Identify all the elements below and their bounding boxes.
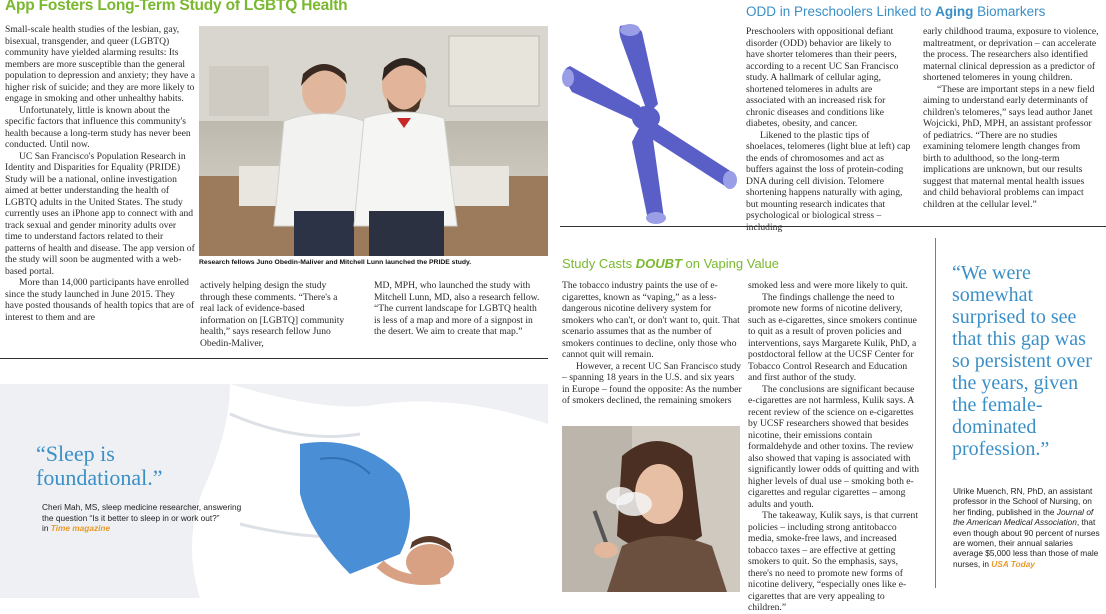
vaping-paragraph: The conclusions are significant because e-cigarettes are not harmless, Kulik says. A recent review of the science on e-cigarettes by UCSF researchers showed that besides nicotine, their emissions contain formaldehyde and other toxins. The review also showed that vaping is associated with significantly lower odds of quitting and with higher levels of dual use – smoking both e-cigarettes and regular cigarettes – among adults and youth. <box>748 383 920 510</box>
odd-paragraph: early childhood trauma, exposure to violence, maltreatment, or deprivation – can accelerate the process. The researchers also identified maternal clinical depression as a predictor of shortened telomeres in young children. <box>923 26 1099 83</box>
odd-paragraph: Preschoolers with oppositional defiant disorder (ODD) behavior are likely to have shorter telomeres than their peers, according to a recent UC San Francisco study. A hallmark of cellular aging, shortened telomeres in adults are associated with an increased risk for chronic diseases and conditions like diabetes, obesity, and cancer. <box>746 26 899 129</box>
nursing-quote-rule <box>935 238 936 588</box>
chromosome-illustration <box>560 22 740 222</box>
sleep-photo <box>0 384 548 598</box>
nursing-attribution <box>953 486 1103 569</box>
lgbtq-photo-caption: Research fellows Juno Obedin-Maliver and Mitchell Lunn launched the PRIDE study. <box>199 259 472 266</box>
vaping-paragraph: smoked less and were more likely to quit. <box>748 280 908 291</box>
sleep-attribution-text: Cheri Mah, MS, sleep medicine researcher, answering the question “Is it better to sleep in or work out?” <box>42 502 242 523</box>
sleep-source-prefix: in <box>42 523 51 533</box>
lgbtq-headline: App Fosters Long-Term Study of LGBTQ Health <box>5 0 348 14</box>
divider-right <box>560 226 1106 227</box>
nursing-quote: “We were somewhat surprised to see that this gap was so persistent over the years, given the female-dominated profession.” <box>952 262 1092 460</box>
lgbtq-column-2: actively helping design the study through these comments. “There's a real lack of evidence-based information on [LGBTQ] community health,” says research fellow Juno Obedin-Maliver, <box>200 280 345 349</box>
sleep-source: Time magazine <box>50 523 111 533</box>
vaping-headline-pre: Study Casts <box>562 256 636 271</box>
vaping-paragraph: The takeaway, Kulik says, is that current policies – including strong antitobacco media, smoke-free laws, and increased tobacco taxes – are effective at getting smokers to quit. So the emphasis, says, there's no need to promote new forms of nicotine delivery, “especially ones like e-cigarettes that are very appealing to children.” <box>748 510 919 613</box>
odd-headline <box>746 4 1045 19</box>
vaping-headline <box>562 256 779 271</box>
nursing-journal: Journal of the American Medical Association <box>953 506 1094 528</box>
vaping-column-2 <box>748 280 922 613</box>
lgbtq-paragraph: Unfortunately, little is known about the specific factors that influence this community's health because a long-term study has never been conducted. Until now. <box>5 104 191 150</box>
odd-headline-post: Biomarkers <box>973 4 1046 19</box>
odd-column-2 <box>923 26 1099 208</box>
sleep-illustration <box>0 384 548 598</box>
vaping-headline-emphasis: DOUBT <box>635 256 682 271</box>
nursing-attribution-1: Ulrike Muench, RN, PhD, an assistant professor in the School of Nursing, on her finding, published in the <box>953 486 1093 517</box>
researchers-photo <box>199 26 548 256</box>
odd-headline-emphasis: Aging <box>935 4 974 19</box>
vaping-paragraph: The tobacco industry paints the use of e-cigarettes, known as “vaping,” as a less-dangerous nicotine delivery system for smokers who can't, or don't want to, quit. That scenario assumes that as the number of smokers continues to decline, only those who cannot quit will remain. <box>562 280 740 360</box>
lgbtq-column-3: MD, MPH, who launched the study with Mitchell Lunn, MD, also a research fellow. “The current landscape for LGBTQ health is less of a map and more of a signpost in the desert. We aim to create that map.” <box>374 280 540 337</box>
odd-column-1 <box>746 26 911 233</box>
lgbtq-paragraph: UC San Francisco's Population Research in Identity and Disparities for Equality (PRIDE) Study will be a national, online investigation aimed at better understanding the health of LGBTQ adults in the United States. The study currently uses an iPhone app to connect with and track sexual and gender minority adults over time to understand factors related to their patterns of health and disease. The app version of the study will soon be augmented with a web-based portal. <box>5 150 195 277</box>
sleep-attribution <box>42 502 242 534</box>
vaping-column-1 <box>562 280 742 410</box>
odd-paragraph: “These are important steps in a new field aiming to understand early determinants of children's telomeres,” says lead author Janet Wojcicki, PhD, MPH, an assistant professor of pediatrics. “There are no studies examining telomere length changes from birth to adulthood, so the long-term implications are unknown, but our results suggest that maternal mental health issues and child behavioral problems can impact children at the cellular level.” <box>923 83 1095 210</box>
vaping-paragraph: The findings challenge the need to promote new forms of nicotine delivery, such as e-cigarettes, since smokers continue to quit as a result of proven policies and interventions, says Margarete Kulik, PhD, a postdoctoral fellow at the UCSF Center for Tobacco Control Research and Education and first author of the study. <box>748 291 917 383</box>
vaping-paragraph: However, a recent UC San Francisco study – spanning 18 years in the U.S. and six years in Europe – found the opposite: As the number of smokers declined, the remaining smokers <box>562 360 742 406</box>
divider-left <box>0 358 548 359</box>
odd-paragraph: Likened to the plastic tips of shoelaces, telomeres (light blue at left) cap the ends of chromosomes and act as buffers against the loss of protein-coding DNA during cell division. Telomere shortening happens naturally with aging, but mounting research indicates that psychological or biological stress – including <box>746 129 911 233</box>
vaping-headline-post: on Vaping Value <box>681 256 780 271</box>
nursing-attribution-2: , that even though about 90 percent of nurses are women, their annual salaries average $5,000 less than those of male nurses, in <box>953 517 1100 569</box>
vaping-photo <box>562 426 740 592</box>
lgbtq-paragraph: More than 14,000 participants have enrolled since the study launched in June 2015. They have posted thousands of health topics that are of interest to them and are <box>5 277 195 323</box>
lgbtq-paragraph: Small-scale health studies of the lesbian, gay, bisexual, transgender, and queer (LGBTQ) community have yielded alarming results: Its members are more susceptible than the general population to depression and anxiety; they have a higher risk of suicide; and they are more likely to engage in smoking and other unhealthy habits. <box>5 24 195 104</box>
photo-illustration <box>199 26 548 256</box>
nursing-source: USA Today <box>991 558 1035 569</box>
odd-headline-pre: ODD in Preschoolers Linked to <box>746 4 936 19</box>
lgbtq-column-1 <box>5 24 195 323</box>
sleep-quote: “Sleep is foundational.” <box>36 441 163 490</box>
